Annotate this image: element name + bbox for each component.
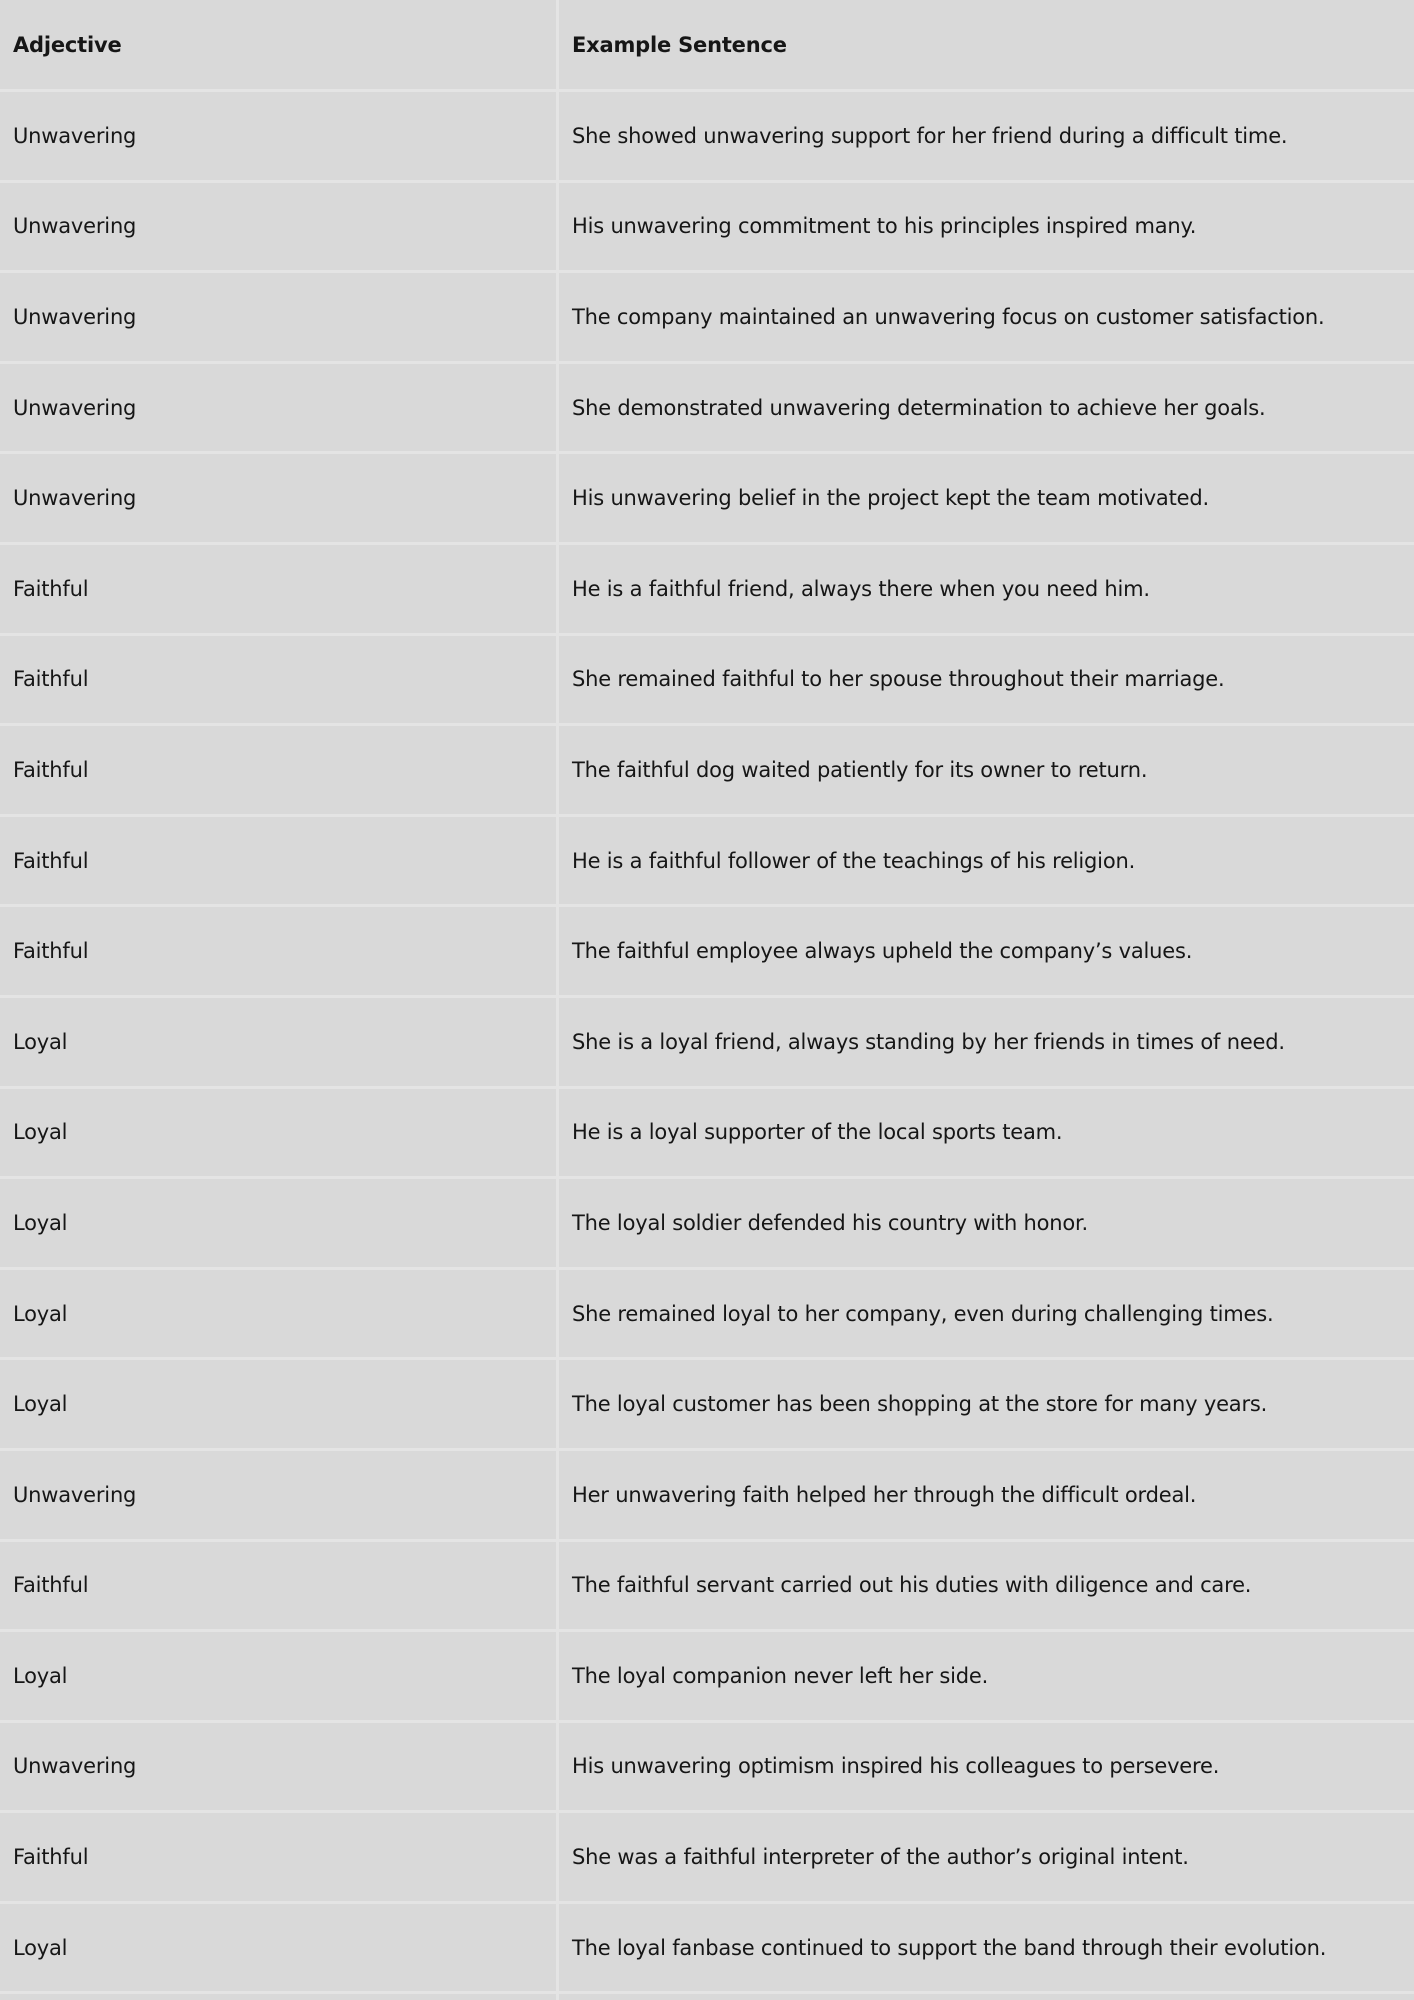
adjective-value: Loyal [13, 1120, 68, 1145]
adjective-cell [0, 1360, 556, 1448]
adjective-cell [0, 1451, 556, 1539]
table-row [0, 1089, 1414, 1177]
sentence-value: She remained loyal to her company, even during challenging times. [572, 1301, 1274, 1326]
adjective-value: Faithful [13, 757, 89, 782]
adjective-cell [0, 1270, 556, 1358]
adjective-value: Loyal [13, 1663, 68, 1688]
adjective-cell [0, 636, 556, 724]
sentence-value: She is a loyal friend, always standing by her friends in times of need. [572, 1029, 1285, 1054]
sentence-cell [559, 1360, 1414, 1448]
adjective-cell [0, 183, 556, 271]
sentence-cell [559, 1179, 1414, 1267]
sentence-cell [559, 364, 1414, 452]
sentence-value: The loyal customer has been shopping at the store for many years. [572, 1392, 1268, 1417]
table-row [0, 1360, 1414, 1448]
table-row [0, 1542, 1414, 1630]
sentence-value: The loyal fanbase continued to support the band through their evolution. [572, 1935, 1327, 1960]
sentence-value: His unwavering belief in the project kept the team motivated. [572, 486, 1209, 511]
adjective-cell [0, 1089, 556, 1177]
sentence-value: The faithful servant carried out his duties with diligence and care. [572, 1573, 1252, 1598]
sentence-cell [559, 1904, 1414, 1992]
adjective-cell [0, 92, 556, 180]
table-row [0, 1270, 1414, 1358]
adjective-value: Loyal [13, 1029, 68, 1054]
adjective-cell [0, 1179, 556, 1267]
sentence-cell [559, 726, 1414, 814]
sentence-value: The company maintained an unwavering focus on customer satisfaction. [572, 304, 1325, 329]
table-row [0, 545, 1414, 633]
table-row [0, 183, 1414, 271]
adjective-cell [0, 817, 556, 905]
table-row [0, 454, 1414, 542]
sentence-value: He is a loyal supporter of the local sports team. [572, 1120, 1063, 1145]
adjective-cell [0, 1904, 556, 1992]
sentence-value: She remained faithful to her spouse throughout their marriage. [572, 667, 1225, 692]
adjective-value: Faithful [13, 576, 89, 601]
adjective-cell [0, 454, 556, 542]
sentence-value: The faithful dog waited patiently for its owner to return. [572, 757, 1148, 782]
table-row [0, 1632, 1414, 1720]
sentence-value: The loyal soldier defended his country with honor. [572, 1210, 1089, 1235]
adjective-value: Loyal [13, 1301, 68, 1326]
sentence-value: He is a faithful friend, always there when you need him. [572, 576, 1150, 601]
adjective-value: Unwavering [13, 1754, 137, 1779]
sentence-value: He is a faithful follower of the teachings of his religion. [572, 848, 1136, 873]
adjective-value: Unwavering [13, 214, 137, 239]
sentence-value: His unwavering optimism inspired his colleagues to persevere. [572, 1754, 1220, 1779]
adjective-value: Faithful [13, 848, 89, 873]
adjective-value: Faithful [13, 939, 89, 964]
sentence-cell [559, 1089, 1414, 1177]
adjective-value: Loyal [13, 1392, 68, 1417]
adjective-value: Loyal [13, 1935, 68, 1960]
adjective-cell [0, 1813, 556, 1901]
table-row [0, 726, 1414, 814]
sentence-value: She showed unwavering support for her friend during a difficult time. [572, 123, 1288, 148]
adjective-value: Unwavering [13, 486, 137, 511]
sentence-cell [559, 636, 1414, 724]
sentence-cell [559, 998, 1414, 1086]
table-row [0, 273, 1414, 361]
adjective-value: Faithful [13, 1573, 89, 1598]
sentence-cell [559, 1451, 1414, 1539]
sentence-column-header [559, 0, 1414, 89]
adjective-value: Unwavering [13, 1482, 137, 1507]
sentence-value: The faithful employee always upheld the company’s values. [572, 939, 1193, 964]
adjective-value: Unwavering [13, 123, 137, 148]
sentence-column-header-label: Example Sentence [572, 32, 787, 57]
adjective-cell [0, 364, 556, 452]
table-row [0, 1813, 1414, 1901]
adjective-cell [0, 998, 556, 1086]
table-row [0, 1904, 1414, 1992]
adjective-value: Unwavering [13, 304, 137, 329]
table-row [0, 364, 1414, 452]
table-row [0, 636, 1414, 724]
cutoff-adjective-cell [0, 1994, 556, 1999]
sentence-value: She was a faithful interpreter of the author’s original intent. [572, 1845, 1189, 1870]
sentence-cell [559, 183, 1414, 271]
table-row [0, 998, 1414, 1086]
sentence-cell [559, 454, 1414, 542]
table-row [0, 817, 1414, 905]
adjective-cell [0, 1542, 556, 1630]
sentence-value: The loyal companion never left her side. [572, 1663, 989, 1688]
cutoff-sentence-cell [559, 1994, 1414, 1999]
sentence-cell [559, 92, 1414, 180]
sentence-cell [559, 1542, 1414, 1630]
adjective-cell [0, 545, 556, 633]
table-row [0, 1451, 1414, 1539]
adjective-cell [0, 1723, 556, 1811]
sentence-value: She demonstrated unwavering determination to achieve her goals. [572, 395, 1266, 420]
sentence-cell [559, 907, 1414, 995]
cutoff-row [0, 1994, 1414, 1999]
adjective-column-header [0, 0, 556, 89]
adjective-value: Faithful [13, 667, 89, 692]
sentence-cell [559, 1270, 1414, 1358]
table-row [0, 1723, 1414, 1811]
header-row [0, 0, 1414, 89]
adjective-value: Faithful [13, 1845, 89, 1870]
adjective-cell [0, 273, 556, 361]
sentence-cell [559, 545, 1414, 633]
adjective-cell [0, 726, 556, 814]
sentence-cell [559, 817, 1414, 905]
adjective-value: Unwavering [13, 395, 137, 420]
adjective-cell [0, 907, 556, 995]
sentence-value: Her unwavering faith helped her through the difficult ordeal. [572, 1482, 1197, 1507]
sentence-cell [559, 1632, 1414, 1720]
adjective-cell [0, 1632, 556, 1720]
table-row [0, 92, 1414, 180]
table-row [0, 907, 1414, 995]
sentence-cell [559, 1723, 1414, 1811]
adjective-value: Loyal [13, 1210, 68, 1235]
adjective-column-header-label: Adjective [13, 32, 122, 57]
sentence-cell [559, 1813, 1414, 1901]
table-row [0, 1179, 1414, 1267]
sentence-cell [559, 273, 1414, 361]
sentence-value: His unwavering commitment to his principles inspired many. [572, 214, 1197, 239]
